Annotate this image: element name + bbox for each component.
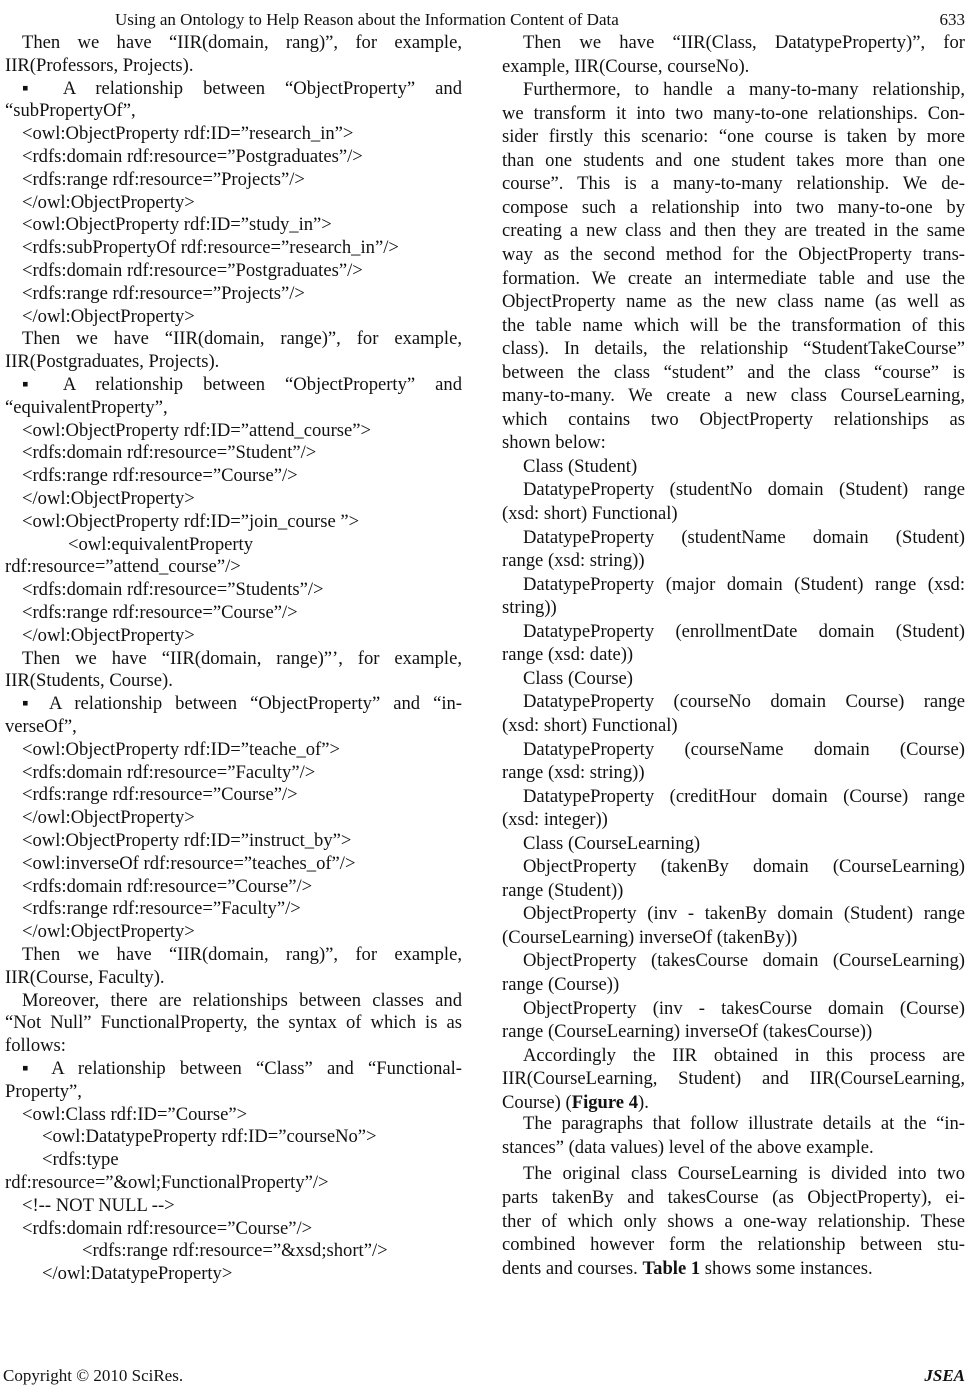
text-line: (CourseLearning) inverseOf (takenBy)) xyxy=(502,926,798,948)
text-line: <rdfs:domain rdf:resource=”Student”/> xyxy=(22,442,317,464)
text-line: “subPropertyOf”, xyxy=(5,100,136,122)
text-line: follows: xyxy=(5,1035,66,1057)
text-line: class). In details, the relationship “StudentTakeCourse” xyxy=(502,338,965,360)
text-line: <rdfs:type xyxy=(42,1149,119,1171)
text-line: IIR(Course, Faculty). xyxy=(5,966,165,988)
text-line: IIR(Postgraduates, Projects). xyxy=(5,351,220,373)
text-line: The paragraphs that follow illustrate details at the “in- xyxy=(523,1113,965,1135)
text-line: stances” (data values) level of the above example. xyxy=(502,1136,874,1158)
text-line: </owl:DatatypeProperty> xyxy=(42,1263,233,1285)
text-line: Then we have “IIR(domain, rang)”, for example, xyxy=(22,32,462,53)
text-line: string)) xyxy=(502,597,557,619)
text-line: <rdfs:domain rdf:resource=”Postgraduates”/> xyxy=(22,260,363,281)
text-line: we transform it into two many-to-one relationships. Con- xyxy=(502,102,965,124)
text-line: way as the second method for the ObjectProperty trans- xyxy=(502,243,965,265)
text-line: Furthermore, to handle a many-to-many relationship, xyxy=(523,79,965,101)
text-line: than one students and one student takes more than one xyxy=(502,149,965,171)
text-line: range (xsd: string)) xyxy=(502,762,645,784)
text-line: IIR(Professors, Projects). xyxy=(5,54,194,76)
text-line: <owl:equivalentProperty xyxy=(68,533,254,555)
text-line: <rdfs:range rdf:resource=”Course”/> xyxy=(22,602,298,623)
running-title: Using an Ontology to Help Reason about the Information Content of Data xyxy=(115,10,619,29)
text-line: <!-- NOT NULL --> xyxy=(22,1194,175,1216)
text-line: Class (Course) xyxy=(523,667,634,689)
text-line: (xsd: integer)) xyxy=(502,809,608,831)
bold-reference: Table 1 xyxy=(642,1257,701,1279)
text-line: between the class “student” and the class “course” is xyxy=(502,361,965,383)
text-line: ObjectProperty (takenBy domain (CourseLearning) xyxy=(523,856,965,878)
text-line: Then we have “IIR(domain, range)”’, for example, xyxy=(22,647,462,669)
text-segment: Course) ( xyxy=(502,1091,572,1113)
text-line: <rdfs:range rdf:resource=”Projects”/> xyxy=(22,282,305,304)
text-line: <owl:DatatypeProperty rdf:ID=”courseNo”> xyxy=(42,1126,377,1148)
text-segment: dents and courses. xyxy=(502,1257,643,1279)
text-line xyxy=(502,1092,965,1114)
text-line: IIR(CourseLearning, Student) and IIR(CourseLearning, xyxy=(502,1068,965,1090)
text-line: <owl:ObjectProperty rdf:ID=”research_in”> xyxy=(22,123,354,145)
text-line: course”. This is a many-to-many relationship. We de- xyxy=(502,173,965,195)
text-line: ObjectProperty name as the new class name (as well as xyxy=(502,291,965,313)
text-line: <rdfs:domain rdf:resource=”Faculty”/> xyxy=(22,761,316,783)
text-line: DatatypeProperty (enrollmentDate domain (Student) xyxy=(523,620,965,642)
text-line: <rdfs:range rdf:resource=”Faculty”/> xyxy=(22,898,301,920)
text-line: </owl:ObjectProperty> xyxy=(22,305,195,327)
text-line: (xsd: short) Functional) xyxy=(502,714,678,736)
text-line: rdf:resource=”&owl;FunctionalProperty”/> xyxy=(5,1172,329,1193)
text-line: shown below: xyxy=(502,432,606,454)
text-line: “equivalentProperty”, xyxy=(5,396,168,418)
text-segment: shows some instances. xyxy=(700,1257,873,1279)
text-line: <rdfs:domain rdf:resource=”Postgraduates”/> xyxy=(22,146,363,167)
text-line: Accordingly the IIR obtained in this process are xyxy=(523,1044,965,1066)
text-line: </owl:ObjectProperty> xyxy=(22,191,195,213)
text-line: parts takenBy and takesCourse (as ObjectProperty), ei- xyxy=(502,1186,965,1208)
text-line: <rdfs:range rdf:resource=”Course”/> xyxy=(22,784,298,806)
text-line: Class (CourseLearning) xyxy=(523,832,701,854)
text-line: ▪ A relationship between “ObjectProperty” and xyxy=(22,77,462,99)
text-line: </owl:ObjectProperty> xyxy=(22,488,195,509)
text-line: combined however form the relationship between stu- xyxy=(502,1234,965,1256)
text-line: (xsd: short) Functional) xyxy=(502,503,678,524)
text-line: <rdfs:range rdf:resource=”&xsd;short”/> xyxy=(82,1240,388,1262)
text-line: compose such a relationship into two many-to-one by xyxy=(502,196,965,218)
text-line: <rdfs:domain rdf:resource=”Students”/> xyxy=(22,579,324,601)
journal-name: JSEA xyxy=(924,1366,965,1385)
text-line: </owl:ObjectProperty> xyxy=(22,624,195,646)
text-line: Then we have “IIR(Class, DatatypeProperty)”, for xyxy=(523,32,965,53)
bold-reference: Figure 4 xyxy=(571,1091,638,1113)
text-line: Then we have “IIR(domain, rang)”, for example, xyxy=(22,944,462,965)
text-line: range (CourseLearning) inverseOf (takesCourse)) xyxy=(502,1021,873,1043)
text-line: Property”, xyxy=(5,1080,82,1102)
text-line: <owl:Class rdf:ID=”Course”> xyxy=(22,1103,248,1125)
text-segment: ). xyxy=(638,1091,649,1113)
text-line: <rdfs:range rdf:resource=”Course”/> xyxy=(22,465,298,487)
text-line: example, IIR(Course, courseNo). xyxy=(502,55,750,77)
text-line: ObjectProperty (inv - takenBy domain (Student) range xyxy=(523,903,965,925)
text-line: Class (Student) xyxy=(523,455,638,477)
text-line: <owl:ObjectProperty rdf:ID=”instruct_by”> xyxy=(22,830,352,851)
text-line: creating a new class and then they are treated in the same xyxy=(502,220,965,242)
text-line: which contains two ObjectProperty relationships as xyxy=(502,408,965,430)
text-line: DatatypeProperty (courseName domain (Course) xyxy=(523,738,965,760)
text-line: verseOf”, xyxy=(5,716,77,737)
text-line: DatatypeProperty (studentName domain (Student) xyxy=(523,526,965,548)
text-line: ▪ A relationship between “ObjectProperty” and “in- xyxy=(22,693,462,715)
text-line: <owl:ObjectProperty rdf:ID=”attend_course”> xyxy=(22,419,371,441)
text-line: Moreover, there are relationships between classes and xyxy=(22,989,462,1011)
text-line xyxy=(502,1258,965,1280)
text-line: </owl:ObjectProperty> xyxy=(22,807,195,829)
text-line: range (xsd: string)) xyxy=(502,550,645,572)
text-line: ObjectProperty (takesCourse domain (CourseLearning) xyxy=(523,950,965,972)
text-line: DatatypeProperty (major domain (Student) range (xsd: xyxy=(523,573,965,595)
text-line: ▪ A relationship between “Class” and “Functional- xyxy=(22,1058,462,1079)
text-line: range (xsd: date)) xyxy=(502,644,634,666)
text-line: range (Student)) xyxy=(502,879,624,901)
text-line: The original class CourseLearning is divided into two xyxy=(523,1163,965,1185)
text-line: <rdfs:domain rdf:resource=”Course”/> xyxy=(22,875,313,897)
text-line: rdf:resource=”attend_course”/> xyxy=(5,556,241,578)
text-line: the table name which will be the transformation of this xyxy=(502,314,965,336)
text-line: <owl:ObjectProperty rdf:ID=”join_course ”> xyxy=(22,510,360,532)
text-line: range (Course)) xyxy=(502,974,620,995)
text-line: Then we have “IIR(domain, range)”, for example, xyxy=(22,328,462,350)
text-line: ther of which only shows a one-way relationship. These xyxy=(502,1210,965,1232)
text-line: sider firstly this scenario: “one course is taken by more xyxy=(502,126,965,148)
text-line: formation. We create an intermediate table and use the xyxy=(502,267,965,289)
text-line: </owl:ObjectProperty> xyxy=(22,921,195,943)
text-line: DatatypeProperty (creditHour domain (Course) range xyxy=(523,785,965,807)
text-line: <rdfs:range rdf:resource=”Projects”/> xyxy=(22,168,305,190)
text-line: “Not Null” FunctionalProperty, the syntax of which is as xyxy=(5,1012,462,1034)
copyright: Copyright © 2010 SciRes. xyxy=(3,1366,184,1385)
text-line: ObjectProperty (inv - takesCourse domain (Course) xyxy=(523,997,965,1019)
page-number: 633 xyxy=(939,10,965,29)
text-line: ▪ A relationship between “ObjectProperty” and xyxy=(22,374,462,395)
text-line: many-to-many. We create a new class CourseLearning, xyxy=(502,385,965,407)
text-line: <owl:ObjectProperty rdf:ID=”study_in”> xyxy=(22,214,332,236)
text-line: <rdfs:domain rdf:resource=”Course”/> xyxy=(22,1217,313,1239)
text-line: <owl:inverseOf rdf:resource=”teaches_of”/> xyxy=(22,852,356,874)
text-line: <owl:ObjectProperty rdf:ID=”teache_of”> xyxy=(22,738,340,760)
text-line: DatatypeProperty (courseNo domain Course) range xyxy=(523,691,965,713)
text-line: IIR(Students, Course). xyxy=(5,670,173,692)
text-line: <rdfs:subPropertyOf rdf:resource=”research_in”/> xyxy=(22,237,399,259)
text-line: DatatypeProperty (studentNo domain (Student) range xyxy=(523,479,965,501)
